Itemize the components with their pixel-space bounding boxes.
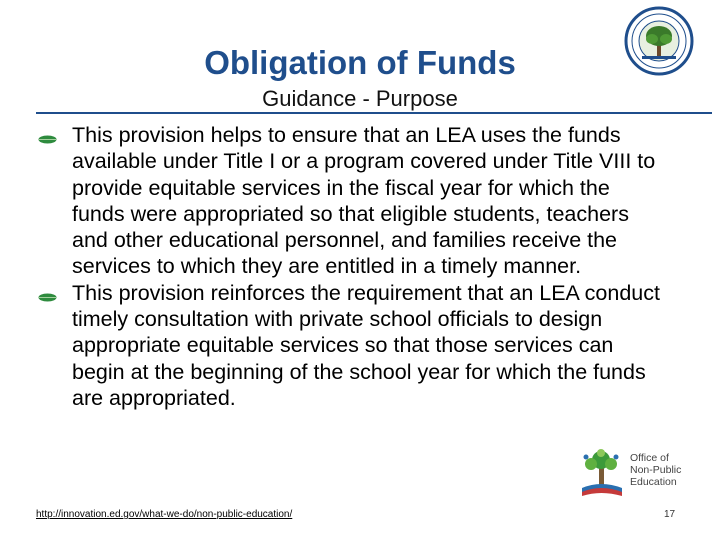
page-number: 17: [664, 509, 676, 520]
leaf-bullet-icon: [38, 135, 57, 144]
title-divider: [36, 112, 712, 114]
department-seal-icon: [624, 6, 694, 76]
tree-logo-icon: [576, 446, 628, 502]
office-logo: [576, 446, 712, 502]
bullet-list: [36, 122, 668, 411]
page-title: Obligation of Funds: [204, 44, 516, 81]
bullet-text: This provision helps to ensure that an LEA uses the funds available under Title I or a program covered under Title VIII to provide equitable services in the fiscal year for which the funds were appropriated so that eligible students, teachers and other educational personnel, and families receive the services to which they are entitled in a timely manner.: [72, 123, 656, 279]
page-subtitle: Guidance - Purpose: [262, 86, 458, 111]
leaf-bullet-icon: [38, 293, 57, 302]
logo-text: Office of Non-Public Education: [630, 452, 682, 488]
bullet-text: This provision reinforces the requirement that an LEA conduct timely consultation with private school officials to design appropriate equitable services so that those services can begin at the beginning of the school year for which the funds are appropriated.: [72, 280, 660, 410]
list-item: [36, 122, 668, 280]
list-item: [36, 280, 668, 411]
footer-link[interactable]: http://innovation.ed.gov/what-we-do/non-public-education/: [36, 509, 293, 520]
